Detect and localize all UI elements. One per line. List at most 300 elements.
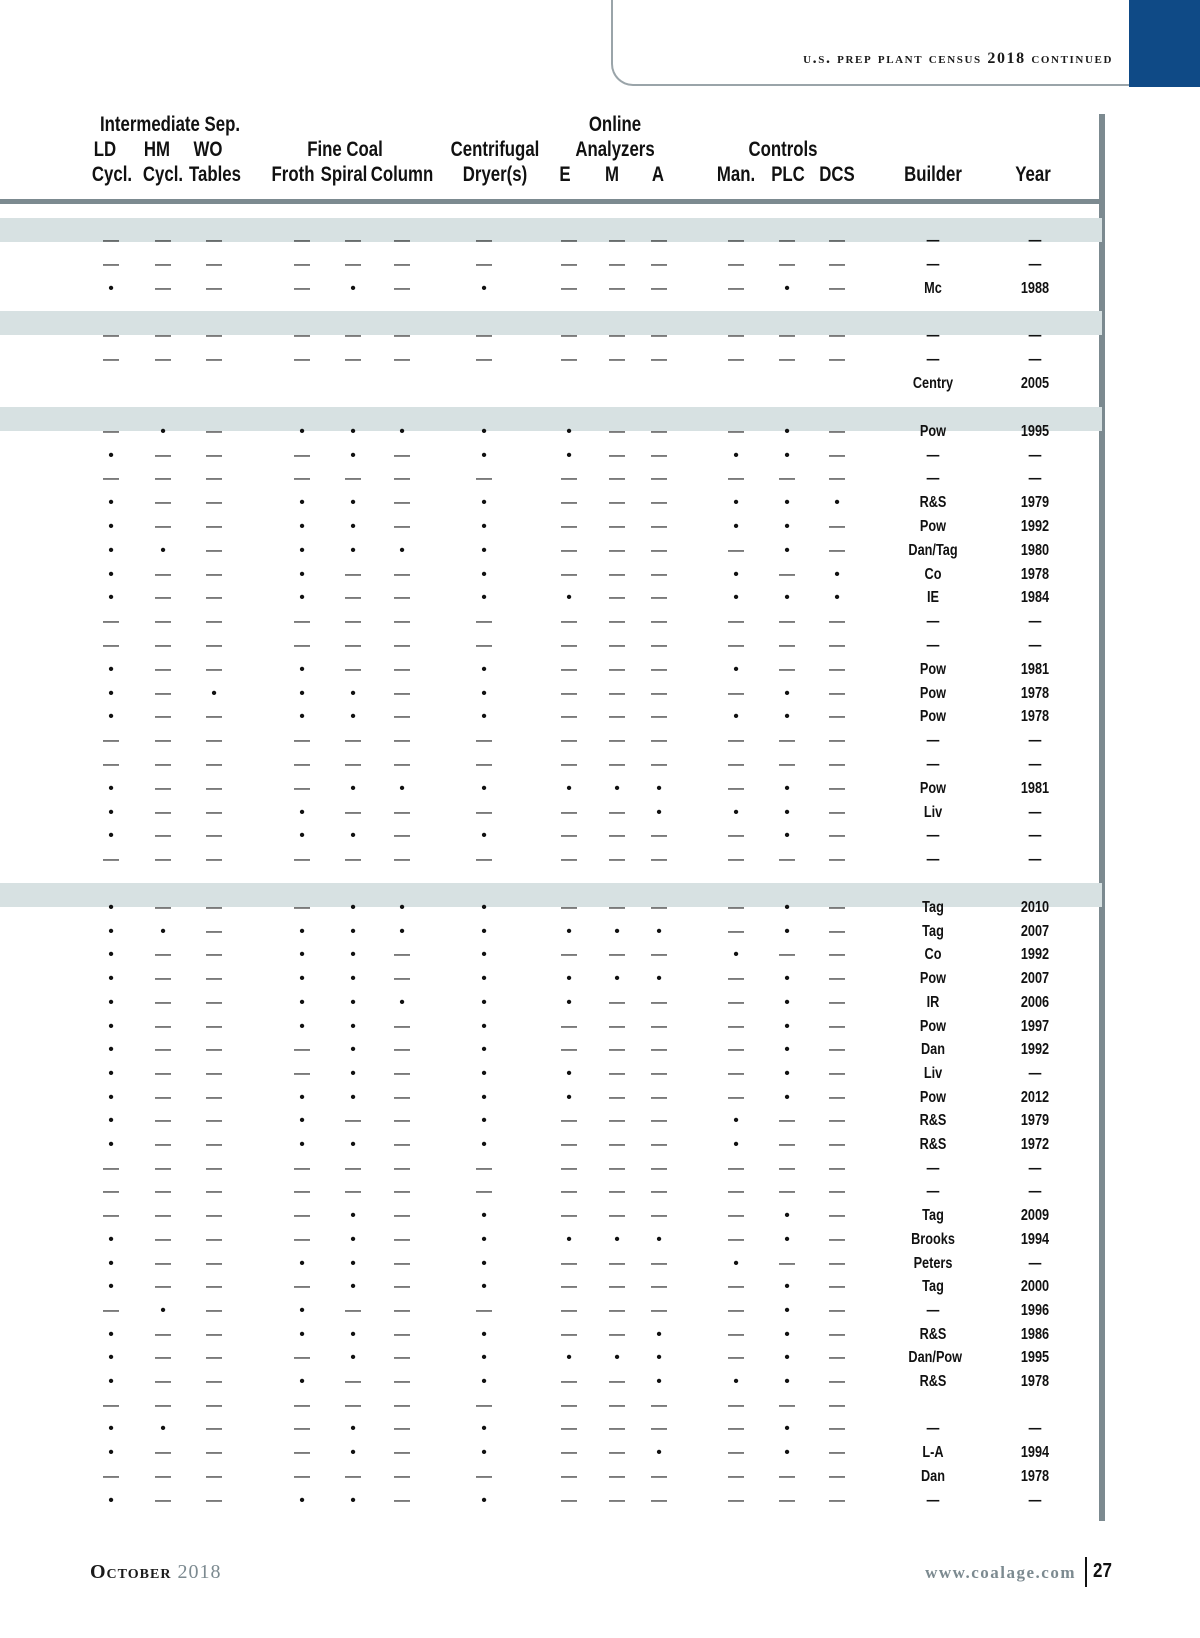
- cell-spiral: •: [350, 1444, 356, 1462]
- cell-spiral: —: [345, 255, 361, 273]
- header-spiral: Spiral: [320, 163, 368, 186]
- cell-dryer: —: [476, 1467, 492, 1485]
- cell-analyzer-e: •: [566, 970, 572, 988]
- footer-month: October: [90, 1561, 172, 1583]
- cell-analyzer-a: —: [651, 1183, 667, 1201]
- cell-dryer: •: [481, 1420, 487, 1438]
- cell-froth: •: [299, 684, 305, 702]
- cell-analyzer-m: •: [614, 922, 620, 940]
- cell-wo: —: [206, 541, 222, 559]
- cell-column: —: [394, 327, 410, 345]
- cell-dcs: —: [829, 922, 845, 940]
- cell-column: —: [394, 1444, 410, 1462]
- cell-builder: [903, 658, 963, 682]
- cell-analyzer-a: —: [651, 1467, 667, 1485]
- cell-year: [1005, 539, 1065, 563]
- cell-hm: —: [155, 1349, 171, 1367]
- cell-dryer: •: [481, 1112, 487, 1130]
- cell-plc: •: [784, 1278, 790, 1296]
- cell-spiral: —: [345, 613, 361, 631]
- cell-ld: •: [108, 1064, 114, 1082]
- cell-builder: [903, 753, 963, 777]
- cell-analyzer-a: —: [651, 756, 667, 773]
- cell-hm: —: [155, 1373, 171, 1390]
- cell-analyzer-e: •: [566, 1230, 572, 1248]
- cell-spiral: •: [350, 1064, 356, 1082]
- cell-plc: —: [779, 1396, 795, 1414]
- cell-wo: —: [206, 1325, 222, 1343]
- cell-dryer: —: [476, 1159, 492, 1177]
- cell-text: —: [926, 1159, 940, 1177]
- cell-analyzer-a: —: [651, 1420, 667, 1438]
- cell-hm: —: [155, 446, 171, 464]
- cell-plc: —: [779, 1159, 795, 1177]
- cell-wo: —: [206, 565, 222, 583]
- cell-froth: —: [294, 351, 310, 369]
- cell-builder: [903, 1323, 963, 1347]
- cell-ld: [81, 372, 141, 396]
- cell-hm: —: [155, 1491, 171, 1509]
- cell-froth: —: [294, 1207, 310, 1225]
- cell-dcs: —: [829, 1467, 845, 1485]
- cell-text: 1980: [1020, 541, 1050, 559]
- cell-text: 1996: [1020, 1301, 1050, 1319]
- cell-froth: •: [299, 518, 305, 535]
- cell-dryer: •: [481, 422, 487, 440]
- header-wo-tables: Tables: [189, 163, 241, 186]
- cell-hm: •: [160, 1420, 166, 1438]
- cell-manual: —: [728, 732, 744, 750]
- cell-analyzer-m: •: [614, 1230, 620, 1248]
- cell-column: —: [394, 1136, 410, 1153]
- cell-analyzer-e: —: [561, 518, 577, 535]
- cell-column: —: [394, 1112, 410, 1130]
- cell-wo: —: [206, 1041, 222, 1059]
- cell-manual: —: [728, 779, 744, 797]
- cell-spiral: •: [350, 446, 356, 464]
- cell-year: [1005, 515, 1065, 539]
- cell-ld: —: [103, 232, 119, 249]
- cell-builder: [903, 1370, 963, 1394]
- cell-analyzer-e: —: [561, 1396, 577, 1414]
- header-hm: HM: [143, 138, 171, 161]
- cell-text: —: [926, 1301, 940, 1319]
- cell-ld: •: [108, 993, 114, 1011]
- cell-manual: —: [728, 541, 744, 559]
- cell-manual: —: [728, 1017, 744, 1035]
- cell-analyzer-m: —: [609, 1491, 625, 1509]
- cell-analyzer-m: —: [609, 993, 625, 1011]
- cell-builder: [903, 1228, 963, 1252]
- cell-ld: •: [108, 1088, 114, 1106]
- cell-year: [1005, 658, 1065, 682]
- cell-plc: —: [779, 232, 795, 249]
- cell-text: —: [926, 732, 940, 750]
- cell-analyzer-m: —: [609, 1136, 625, 1153]
- cell-analyzer-m: —: [609, 1159, 625, 1177]
- cell-spiral: •: [350, 899, 356, 916]
- cell-plc: •: [784, 803, 790, 821]
- cell-dryer: •: [481, 494, 487, 512]
- cell-analyzer-m: —: [609, 422, 625, 440]
- cell-plc: •: [784, 922, 790, 940]
- cell-wo: —: [206, 1207, 222, 1225]
- cell-froth: —: [294, 637, 310, 654]
- cell-year: [1005, 444, 1065, 468]
- cell-froth: •: [299, 541, 305, 559]
- cell-analyzer-a: —: [651, 946, 667, 964]
- cell-text: —: [926, 446, 940, 464]
- cell-froth: —: [294, 1420, 310, 1438]
- cell-analyzer-a: —: [651, 494, 667, 512]
- cell-builder: [903, 801, 963, 825]
- cell-dryer: —: [476, 1183, 492, 1201]
- cell-year: [1005, 1157, 1065, 1181]
- cell-spiral: •: [350, 1017, 356, 1035]
- cell-dcs: [807, 372, 867, 396]
- cell-analyzer-a: —: [651, 1017, 667, 1035]
- cell-text: Mc: [924, 279, 942, 297]
- cell-dryer: •: [481, 1230, 487, 1248]
- cell-year: [1005, 229, 1065, 253]
- cell-manual: —: [728, 470, 744, 488]
- cell-dryer: •: [481, 899, 487, 916]
- cell-builder: [903, 1062, 963, 1086]
- cell-column: —: [394, 613, 410, 631]
- cell-builder: [903, 420, 963, 444]
- cell-text: —: [926, 351, 940, 369]
- cell-text: —: [1028, 232, 1042, 249]
- cell-builder: [903, 444, 963, 468]
- cell-spiral: •: [350, 1136, 356, 1153]
- cell-manual: —: [728, 327, 744, 345]
- cell-column: —: [394, 1396, 410, 1414]
- cell-text: —: [1028, 803, 1042, 821]
- cell-analyzer-m: —: [609, 613, 625, 631]
- cell-plc: —: [779, 1254, 795, 1272]
- cell-column: —: [394, 1467, 410, 1485]
- cell-wo: —: [206, 1183, 222, 1201]
- cell-manual: —: [728, 970, 744, 988]
- cell-analyzer-e: —: [561, 1491, 577, 1509]
- cell-analyzer-e: —: [561, 494, 577, 512]
- cell-analyzer-a: —: [651, 1136, 667, 1153]
- cell-text: —: [1028, 1183, 1042, 1201]
- cell-plc: •: [784, 1349, 790, 1367]
- cell-froth: —: [294, 1159, 310, 1177]
- cell-analyzer-m: —: [609, 351, 625, 369]
- cell-plc: •: [784, 1088, 790, 1106]
- header-analyzers: Analyzers: [575, 138, 655, 161]
- cell-ld: •: [108, 803, 114, 821]
- cell-ld: •: [108, 899, 114, 916]
- cell-dryer: —: [476, 1301, 492, 1319]
- cell-text: Liv: [923, 1064, 943, 1082]
- cell-dryer: •: [481, 518, 487, 535]
- cell-analyzer-a: •: [656, 803, 662, 821]
- cell-dryer: —: [476, 470, 492, 488]
- cell-analyzer-m: —: [609, 327, 625, 345]
- cell-plc: •: [784, 422, 790, 440]
- cell-ld: —: [103, 1183, 119, 1201]
- cell-plc: —: [779, 1183, 795, 1201]
- cell-ld: —: [103, 470, 119, 488]
- cell-builder: [903, 1252, 963, 1276]
- header-online: Online: [588, 113, 642, 136]
- cell-froth: •: [299, 1373, 305, 1390]
- cell-spiral: —: [345, 470, 361, 488]
- cell-analyzer-m: —: [609, 756, 625, 773]
- cell-plc: •: [784, 446, 790, 464]
- cell-analyzer-e: —: [561, 1373, 577, 1390]
- cell-column: •: [399, 899, 405, 916]
- cell-analyzer-m: —: [609, 851, 625, 869]
- cell-text: Tag: [922, 899, 944, 916]
- cell-ld: •: [108, 827, 114, 845]
- cell-spiral: —: [345, 1467, 361, 1485]
- cell-text: —: [1028, 470, 1042, 488]
- cell-text: —: [1028, 1254, 1042, 1272]
- cell-text: R&S: [919, 1373, 947, 1390]
- cell-text: Co: [924, 565, 942, 583]
- cell-plc: •: [784, 1017, 790, 1035]
- cell-column: —: [394, 565, 410, 583]
- cell-dryer: —: [476, 851, 492, 869]
- cell-analyzer-a: •: [656, 1230, 662, 1248]
- cell-hm: —: [155, 1112, 171, 1130]
- cell-text: —: [926, 1420, 940, 1438]
- cell-analyzer-e: •: [566, 993, 572, 1011]
- cell-dcs: —: [829, 756, 845, 773]
- cell-dryer: •: [481, 565, 487, 583]
- cell-dryer: •: [481, 541, 487, 559]
- cell-text: R&S: [919, 1136, 947, 1153]
- cell-froth: —: [294, 613, 310, 631]
- cell-ld: •: [108, 494, 114, 512]
- cell-text: 1984: [1020, 589, 1050, 607]
- cell-analyzer-e: —: [561, 1136, 577, 1153]
- cell-analyzer-a: —: [651, 993, 667, 1011]
- cell-text: 2000: [1020, 1278, 1050, 1296]
- cell-builder: [903, 1157, 963, 1181]
- header-builder: Builder: [904, 163, 962, 186]
- cell-hm: —: [155, 470, 171, 488]
- cell-analyzer-m: —: [609, 255, 625, 273]
- cell-column: •: [399, 922, 405, 940]
- cell-dryer: •: [481, 1491, 487, 1509]
- cell-text: 2012: [1020, 1088, 1050, 1106]
- running-head: u.s. prep plant census 2018 continued: [803, 50, 1113, 67]
- cell-text: Dan/Tag: [908, 541, 958, 559]
- cell-dcs: —: [829, 1325, 845, 1343]
- cell-analyzer-a: —: [651, 1159, 667, 1177]
- cell-text: Centry: [912, 375, 954, 392]
- cell-hm: —: [155, 660, 171, 678]
- cell-analyzer-a: —: [651, 589, 667, 607]
- header-column: Column: [370, 163, 434, 186]
- cell-text: IR: [926, 993, 940, 1011]
- cell-builder: [903, 1180, 963, 1204]
- cell-dcs: —: [829, 1491, 845, 1509]
- cell-dryer: •: [481, 446, 487, 464]
- cell-analyzer-a: —: [651, 1064, 667, 1082]
- cell-analyzer-a: —: [651, 255, 667, 273]
- cell-froth: •: [299, 1088, 305, 1106]
- cell-text: —: [1028, 756, 1042, 773]
- cell-dryer: —: [476, 327, 492, 345]
- cell-ld: •: [108, 565, 114, 583]
- cell-text: R&S: [919, 494, 947, 512]
- cell-manual: —: [728, 1041, 744, 1059]
- cell-column: —: [394, 1088, 410, 1106]
- cell-column: —: [394, 351, 410, 369]
- cell-hm: —: [155, 1325, 171, 1343]
- cell-dryer: •: [481, 1207, 487, 1225]
- cell-hm: —: [155, 1444, 171, 1462]
- cell-manual: —: [728, 1325, 744, 1343]
- cell-spiral: •: [350, 1278, 356, 1296]
- cell-text: 2005: [1020, 375, 1050, 392]
- cell-column: —: [394, 660, 410, 678]
- cell-ld: •: [108, 589, 114, 607]
- cell-manual: —: [728, 637, 744, 654]
- cell-dryer: •: [481, 1325, 487, 1343]
- cell-hm: —: [155, 779, 171, 797]
- cell-builder: [903, 1133, 963, 1157]
- cell-spiral: •: [350, 1491, 356, 1509]
- cell-hm: —: [155, 613, 171, 631]
- cell-analyzer-a: —: [651, 541, 667, 559]
- cell-wo: —: [206, 1159, 222, 1177]
- cell-wo: —: [206, 470, 222, 488]
- cell-dcs: —: [829, 1349, 845, 1367]
- cell-wo: —: [206, 1444, 222, 1462]
- cell-year: [1005, 801, 1065, 825]
- cell-analyzer-e: —: [561, 756, 577, 773]
- cell-text: —: [926, 613, 940, 631]
- cell-column: —: [394, 1420, 410, 1438]
- cell-analyzer-m: —: [609, 1396, 625, 1414]
- cell-analyzer-a: —: [651, 1254, 667, 1272]
- cell-text: Dan/Pow: [908, 1349, 963, 1367]
- cell-text: 1978: [1020, 1467, 1050, 1485]
- cell-year: [1005, 1086, 1065, 1110]
- cell-wo: —: [206, 708, 222, 726]
- page-number: 27: [1093, 1560, 1112, 1582]
- cell-column: •: [399, 779, 405, 797]
- cell-spiral: •: [350, 518, 356, 535]
- cell-column: •: [399, 541, 405, 559]
- cell-manual: —: [728, 1088, 744, 1106]
- cell-dryer: •: [481, 1444, 487, 1462]
- cell-text: —: [1028, 351, 1042, 369]
- cell-text: —: [926, 327, 940, 345]
- cell-dryer: —: [476, 351, 492, 369]
- cell-ld: —: [103, 1396, 119, 1414]
- cell-text: —: [1028, 1159, 1042, 1177]
- cell-spiral: •: [350, 708, 356, 726]
- cell-plc: •: [784, 1064, 790, 1082]
- cell-wo: —: [206, 589, 222, 607]
- cell-wo: —: [206, 613, 222, 631]
- cell-year: [1005, 1417, 1065, 1441]
- cell-dcs: —: [829, 946, 845, 964]
- cell-analyzer-a: —: [651, 351, 667, 369]
- cell-froth: —: [294, 851, 310, 869]
- cell-text: 1995: [1020, 1349, 1050, 1367]
- cell-builder: [903, 634, 963, 658]
- cell-hm: —: [155, 518, 171, 535]
- cell-text: Dan: [920, 1041, 946, 1059]
- cell-hm: —: [155, 1396, 171, 1414]
- cell-text: 1979: [1020, 494, 1050, 512]
- cell-analyzer-e: —: [561, 708, 577, 726]
- cell-hm: —: [155, 684, 171, 702]
- cell-dcs: —: [829, 232, 845, 249]
- cell-text: —: [926, 827, 940, 845]
- cell-manual: —: [728, 684, 744, 702]
- cell-analyzer-a: —: [651, 708, 667, 726]
- cell-froth: —: [294, 1396, 310, 1414]
- cell-builder: [903, 324, 963, 348]
- cell-wo: —: [206, 446, 222, 464]
- cell-text: 2007: [1020, 970, 1050, 988]
- cell-analyzer-e: —: [561, 565, 577, 583]
- cell-dryer: •: [481, 589, 487, 607]
- cell-analyzer-m: —: [609, 732, 625, 750]
- cell-analyzer-m: —: [609, 708, 625, 726]
- cell-text: 1994: [1020, 1444, 1050, 1462]
- cell-froth: —: [294, 327, 310, 345]
- cell-year: [1005, 1394, 1065, 1418]
- header-m: M: [605, 163, 619, 186]
- cell-hm: —: [155, 589, 171, 607]
- cell-manual: —: [728, 1420, 744, 1438]
- cell-ld: —: [103, 1207, 119, 1225]
- cell-text: Pow: [919, 1017, 947, 1035]
- cell-builder: [903, 920, 963, 944]
- cell-froth: —: [294, 1183, 310, 1201]
- cell-hm: •: [160, 922, 166, 940]
- cell-wo: —: [206, 1064, 222, 1082]
- cell-plc: •: [784, 1420, 790, 1438]
- cell-column: —: [394, 494, 410, 512]
- cell-text: R&S: [919, 1325, 947, 1343]
- cell-column: —: [394, 1349, 410, 1367]
- cell-plc: •: [784, 1301, 790, 1319]
- cell-spiral: •: [350, 779, 356, 797]
- cell-manual: •: [733, 708, 739, 726]
- cell-builder: [903, 348, 963, 372]
- cell-hm: —: [155, 1254, 171, 1272]
- cell-spiral: —: [345, 756, 361, 773]
- cell-ld: •: [108, 1420, 114, 1438]
- cell-text: Liv: [923, 803, 943, 821]
- cell-analyzer-e: •: [566, 922, 572, 940]
- cell-froth: •: [299, 827, 305, 845]
- cell-dcs: —: [829, 970, 845, 988]
- cell-analyzer-a: •: [656, 1349, 662, 1367]
- cell-dcs: —: [829, 1183, 845, 1201]
- cell-manual: —: [728, 613, 744, 631]
- cell-ld: •: [108, 1112, 114, 1130]
- cell-wo: —: [206, 899, 222, 916]
- cell-text: —: [1028, 732, 1042, 750]
- cell-plc: —: [779, 660, 795, 678]
- cell-column: •: [399, 422, 405, 440]
- cell-analyzer-e: —: [561, 351, 577, 369]
- cell-text: 2010: [1020, 899, 1050, 916]
